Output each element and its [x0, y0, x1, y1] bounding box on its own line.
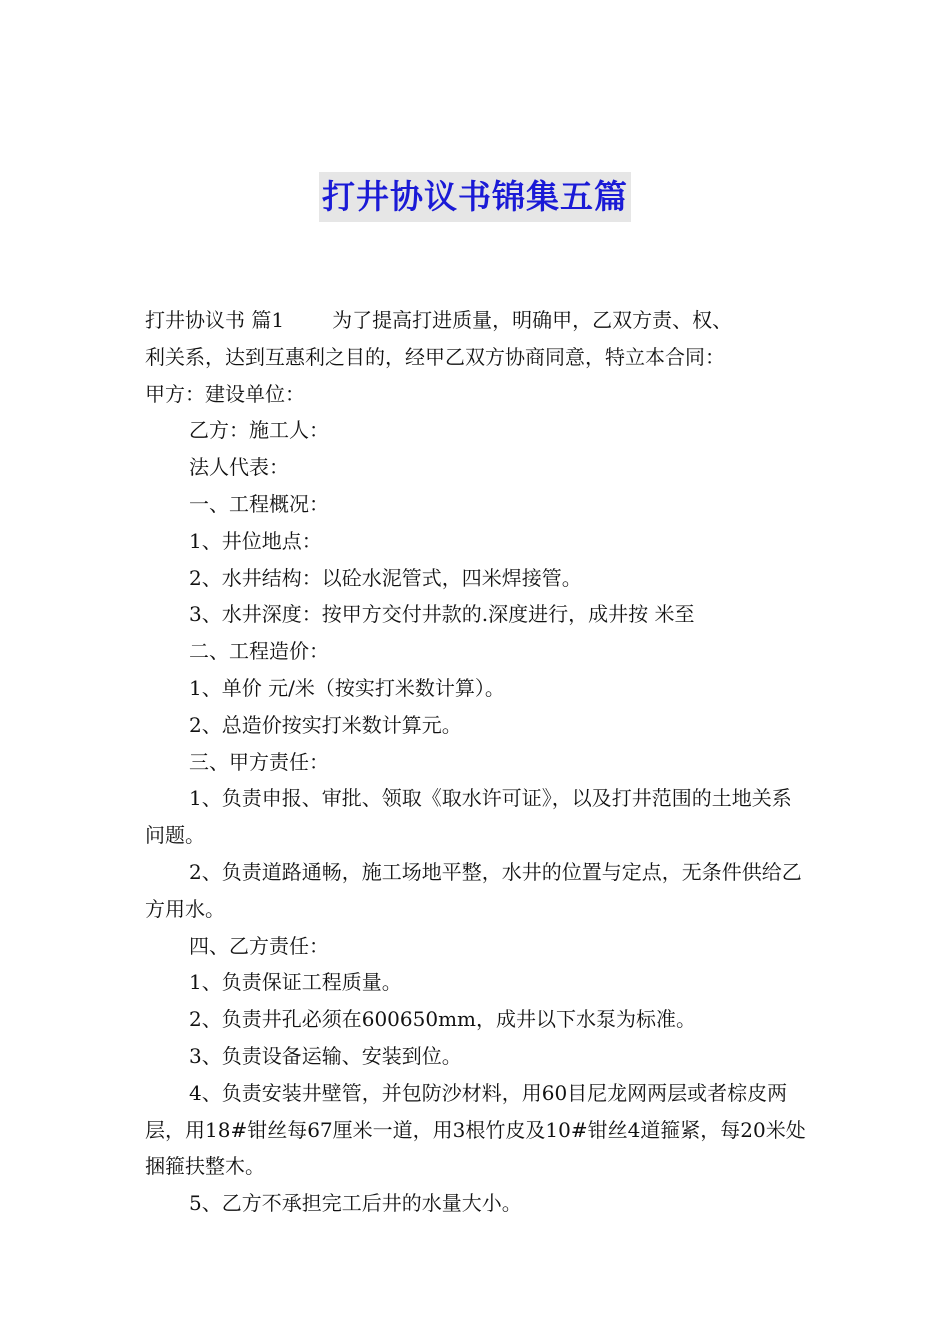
paragraph: 1、单价 元/米（按实打米数计算）。 — [189, 675, 505, 700]
paragraph: 1、负责申报、审批、领取《取水许可证》，以及打井范围的土地关系问题。 — [145, 786, 792, 848]
paragraph: 2、负责道路通畅，施工场地平整，水井的位置与定点，无条件供给乙方用水。 — [145, 859, 802, 921]
title-container — [0, 172, 950, 222]
paragraph: 2、负责井孔必须在600650mm，成井以下水泵为标准。 — [189, 1007, 697, 1032]
paragraph: 法人代表： — [189, 455, 289, 480]
party-a-line: 甲方：建设单位： — [145, 381, 305, 406]
section-label: 打井协议书 篇1 — [145, 308, 285, 332]
paragraph: 3、负责设备运输、安装到位。 — [189, 1043, 462, 1068]
intro-line-2: 利关系，达到互惠利之目的，经甲乙双方协商同意，特立本合同： — [145, 344, 725, 369]
paragraph: 4、负责安装井壁管，并包防沙材料，用60目尼龙网两层或者棕皮两层，用18#钳丝每67厘米一道，用3根竹皮及10#钳丝4道箍紧，每20米处捆箍扶整木。 — [145, 1080, 806, 1179]
section-heading: 二、工程造价： — [189, 639, 329, 664]
paragraph: 乙方：施工人： — [189, 418, 329, 443]
intro-paragraph — [145, 302, 810, 339]
paragraph: 2、总造价按实打米数计算元。 — [189, 712, 462, 737]
document-body — [145, 302, 810, 1222]
paragraph: 5、乙方不承担完工后井的水量大小。 — [189, 1191, 522, 1216]
paragraph: 1、负责保证工程质量。 — [189, 970, 402, 995]
paragraph: 1、井位地点： — [189, 528, 322, 553]
paragraph: 2、水井结构：以砼水泥管式，四米焊接管。 — [189, 565, 582, 590]
section-heading: 一、工程概况： — [189, 491, 329, 516]
document-title: 打井协议书锦集五篇 — [319, 172, 631, 222]
section-heading: 三、甲方责任： — [189, 749, 329, 774]
section-heading: 四、乙方责任： — [189, 933, 329, 958]
paragraph: 3、水井深度：按甲方交付井款的.深度进行，成井按 米至 — [189, 602, 695, 627]
intro-line-1: 为了提高打进质量，明确甲，乙双方责、权、 — [332, 308, 733, 332]
